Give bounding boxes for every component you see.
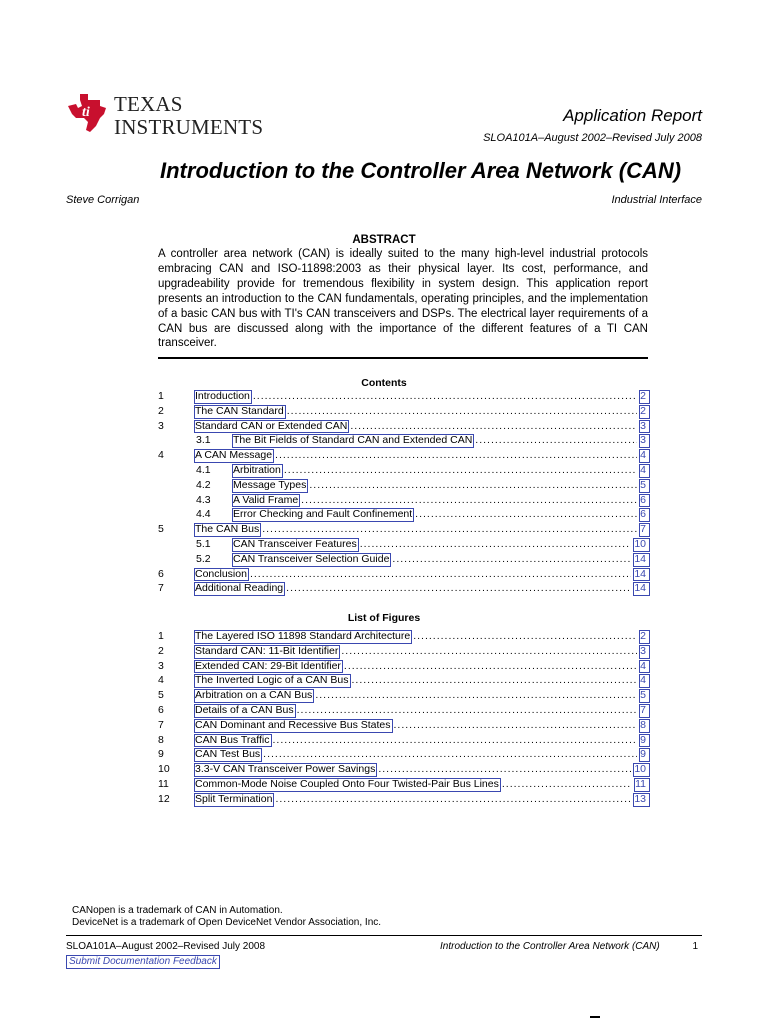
toc-entry[interactable] [158,433,648,448]
toc-number: 4.4 [196,508,211,521]
figures-list [158,629,648,807]
author: Steve Corrigan [66,194,140,206]
toc-title: Standard CAN or Extended CAN [195,419,348,432]
figure-title: Details of a CAN Bus [195,703,294,716]
footnote-devicenet: DeviceNet is a trademark of Open DeviceNet Vendor Association, Inc. [72,916,382,928]
toc-title: CAN Transceiver Selection Guide [233,552,390,565]
figure-entry[interactable] [158,762,648,777]
toc-number: 6 [158,567,164,580]
toc-title: A CAN Message [195,449,273,462]
figure-title: Split Termination [195,792,273,805]
dot-leader [297,703,638,718]
dot-leader [286,581,631,596]
figure-title: The Layered ISO 11898 Standard Architecture [195,630,411,642]
figure-number: 6 [158,703,164,716]
figure-title: CAN Dominant and Recessive Bus States [195,718,391,731]
figure-entry[interactable] [158,777,648,792]
toc-page-link[interactable]: 2 [640,390,646,402]
figure-title: The Inverted Logic of a CAN Bus [195,674,349,687]
report-id: SLOA101A–August 2002–Revised July 2008 [483,132,702,144]
dot-leader [284,463,637,478]
figure-page-link[interactable]: 3 [640,644,646,657]
report-type: Application Report [563,106,702,125]
logo-line-2: INSTRUMENTS [114,115,264,139]
toc-page-link[interactable]: 6 [640,493,646,506]
figure-link[interactable] [195,659,648,674]
ti-logo [66,92,266,142]
dot-leader [415,507,637,522]
figure-title: Extended CAN: 29-Bit Identifier [195,659,341,672]
dot-leader [502,777,632,792]
toc-title: CAN Transceiver Features [233,537,357,550]
toc-page-link[interactable]: 3 [640,419,646,432]
toc-entry[interactable] [158,581,648,596]
footnote-canopen: CANopen is a trademark of CAN in Automation. [72,905,283,916]
svg-text:ti: ti [82,105,90,120]
dot-leader [315,688,637,703]
dot-leader [262,522,637,537]
toc-number: 2 [158,404,164,417]
figure-link[interactable] [195,644,648,659]
figure-title: CAN Test Bus [195,748,261,761]
category: Industrial Interface [611,194,702,206]
toc-link[interactable] [195,419,648,434]
dot-leader [352,673,638,688]
toc-number: 5.1 [196,537,211,550]
dot-leader [394,718,638,733]
toc-page-link[interactable]: 6 [640,508,646,521]
dot-leader [287,404,637,419]
toc-entry[interactable] [158,463,648,478]
figure-entry[interactable] [158,792,648,807]
figure-number: 2 [158,644,164,657]
figure-number: 8 [158,733,164,746]
dot-leader [350,419,637,434]
section-divider [158,357,648,359]
dot-leader [301,493,637,508]
figure-number: 11 [158,777,169,790]
toc-title: The CAN Bus [195,523,260,536]
figure-entry[interactable] [158,644,648,659]
figure-page-link[interactable]: 11 [635,777,646,790]
toc-entry[interactable] [158,537,648,552]
dot-leader [309,478,637,493]
figure-entry[interactable] [158,673,648,688]
figure-page-link[interactable]: 5 [640,689,646,702]
toc-title: The CAN Standard [195,404,284,417]
figure-entry[interactable] [158,747,648,762]
toc-title: Message Types [233,478,307,491]
toc-title: Introduction [195,390,250,402]
toc-title: A Valid Frame [233,493,299,506]
toc-entry[interactable] [158,567,648,582]
figure-number: 7 [158,718,164,731]
dot-leader [360,537,632,552]
footnotes [72,905,381,928]
figure-title: Common-Mode Noise Coupled Onto Four Twisted-Pair Bus Lines [195,777,499,790]
ti-wordmark [114,94,263,138]
figures-heading: List of Figures [347,612,421,624]
dot-leader [275,448,637,463]
figure-title: Standard CAN: 11-Bit Identifier [195,644,339,657]
figure-entry[interactable] [158,659,648,674]
toc-link[interactable] [233,463,648,478]
figure-page-link[interactable]: 4 [640,674,646,687]
dot-leader [275,792,631,807]
toc-link[interactable] [195,404,648,419]
figure-link[interactable] [195,762,648,777]
toc-number: 4.2 [196,478,211,491]
document-title: Introduction to the Controller Area Network (CAN) [160,158,682,183]
toc-link[interactable] [195,448,648,463]
figure-entry[interactable] [158,703,648,718]
dot-leader [378,762,631,777]
toc-number: 5.2 [196,552,211,565]
figure-link[interactable] [195,718,648,733]
toc-entry[interactable] [158,389,648,404]
toc-link[interactable] [233,433,648,448]
toc-page-link[interactable]: 5 [640,478,646,491]
figure-link[interactable] [195,747,648,762]
figure-link[interactable] [195,673,648,688]
dot-leader [250,567,631,582]
toc-entry[interactable] [158,478,648,493]
figure-link[interactable] [195,777,648,792]
figure-link[interactable] [195,792,648,807]
footer-divider [66,935,702,936]
page-edge-mark [590,1016,600,1021]
toc-number: 3.1 [196,434,211,447]
figure-entry[interactable] [158,629,648,644]
abstract-heading: ABSTRACT [352,234,416,246]
ti-map-logo-icon [66,92,110,136]
toc-link[interactable] [233,478,648,493]
toc-title: Additional Reading [195,582,284,595]
toc-link[interactable] [233,507,648,522]
figure-number: 5 [158,689,164,702]
toc-number: 1 [158,390,164,402]
dot-leader [273,733,638,748]
toc-number: 3 [158,419,164,432]
toc-entry[interactable] [158,507,648,522]
toc-title: Conclusion [195,567,247,580]
figure-number: 1 [158,630,164,642]
figure-page-link[interactable]: 2 [640,630,646,642]
toc-entry[interactable] [158,404,648,419]
toc-number: 4.3 [196,493,211,506]
toc-number: 7 [158,582,164,595]
figure-page-link[interactable]: 9 [640,733,646,746]
dot-leader [413,629,637,644]
toc-number: 4.1 [196,463,211,476]
footer-title: Introduction to the Controller Area Network (CAN) [440,941,660,952]
page-number: 1 [692,941,698,952]
toc-page-link[interactable]: 4 [640,449,646,462]
toc-title: Arbitration [233,463,281,476]
contents-heading: Contents [361,377,407,389]
submit-feedback-link[interactable]: Submit Documentation Feedback [66,955,220,969]
figure-number: 12 [158,792,170,805]
toc-entry[interactable] [158,448,648,463]
dot-leader [263,747,637,762]
toc-title: Error Checking and Fault Confinement [233,508,413,521]
figure-number: 4 [158,674,164,687]
toc-number: 4 [158,449,164,462]
figure-page-link[interactable]: 10 [634,763,646,776]
figure-entry[interactable] [158,718,648,733]
figure-number: 10 [158,763,170,776]
figure-page-link[interactable]: 4 [640,659,646,672]
figure-number: 3 [158,659,164,672]
toc-page-link[interactable]: 14 [634,582,646,595]
figure-page-link[interactable]: 9 [640,748,646,761]
toc-link[interactable] [195,567,648,582]
toc-title: The Bit Fields of Standard CAN and Extended CAN [233,434,473,447]
toc-entry[interactable] [158,493,648,508]
toc-link[interactable] [233,537,648,552]
dot-leader [341,644,637,659]
toc-page-link[interactable]: 2 [640,404,646,417]
figure-title: CAN Bus Traffic [195,733,270,746]
toc-entry[interactable] [158,419,648,434]
figure-link[interactable] [195,703,648,718]
toc-entry[interactable] [158,522,648,537]
figure-link[interactable] [195,629,648,644]
toc-page-link[interactable]: 4 [640,463,646,476]
dot-leader [392,552,631,567]
figure-entry[interactable] [158,733,648,748]
toc-link[interactable] [233,493,648,508]
toc-link[interactable] [195,522,648,537]
figure-page-link[interactable]: 8 [640,718,646,731]
dot-leader [344,659,637,674]
toc-link[interactable] [233,552,648,567]
figure-title: 3.3-V CAN Transceiver Power Savings [195,763,376,776]
dot-leader [475,433,637,448]
dot-leader [253,389,637,404]
toc-entry[interactable] [158,552,648,567]
figure-link[interactable] [195,688,648,703]
figure-entry[interactable] [158,688,648,703]
toc-page-link[interactable]: 14 [634,552,646,565]
contents-list [158,389,648,596]
toc-link[interactable] [195,581,648,596]
footer-doc-id: SLOA101A–August 2002–Revised July 2008 [66,941,266,952]
toc-number: 5 [158,523,164,536]
toc-link[interactable] [195,389,648,404]
figure-number: 9 [158,748,164,761]
figure-page-link[interactable]: 7 [640,703,646,716]
figure-link[interactable] [195,733,648,748]
figure-page-link[interactable]: 13 [634,792,646,805]
figure-title: Arbitration on a CAN Bus [195,689,313,702]
logo-line-1: TEXAS [114,92,183,116]
abstract-text: A controller area network (CAN) is ideally suited to the many high-level industrial protocols embracing CAN and ISO-11898:2003 as their physical layer. Its cost, performance, and upgradeability provide for tremendous flexibility in system design. This application report presents an introduction to the CAN fundamentals, operating principles, and the implementation of a basic CAN bus with TI's CAN transceivers and DSPs. The electrical layer requirements of a CAN bus are discussed along with the importance of the different features of a TI CAN transceiver. [158,248,648,350]
toc-page-link[interactable]: 3 [640,434,646,447]
toc-page-link[interactable]: 14 [634,567,646,580]
toc-page-link[interactable]: 7 [640,523,646,536]
toc-page-link[interactable]: 10 [634,537,646,550]
